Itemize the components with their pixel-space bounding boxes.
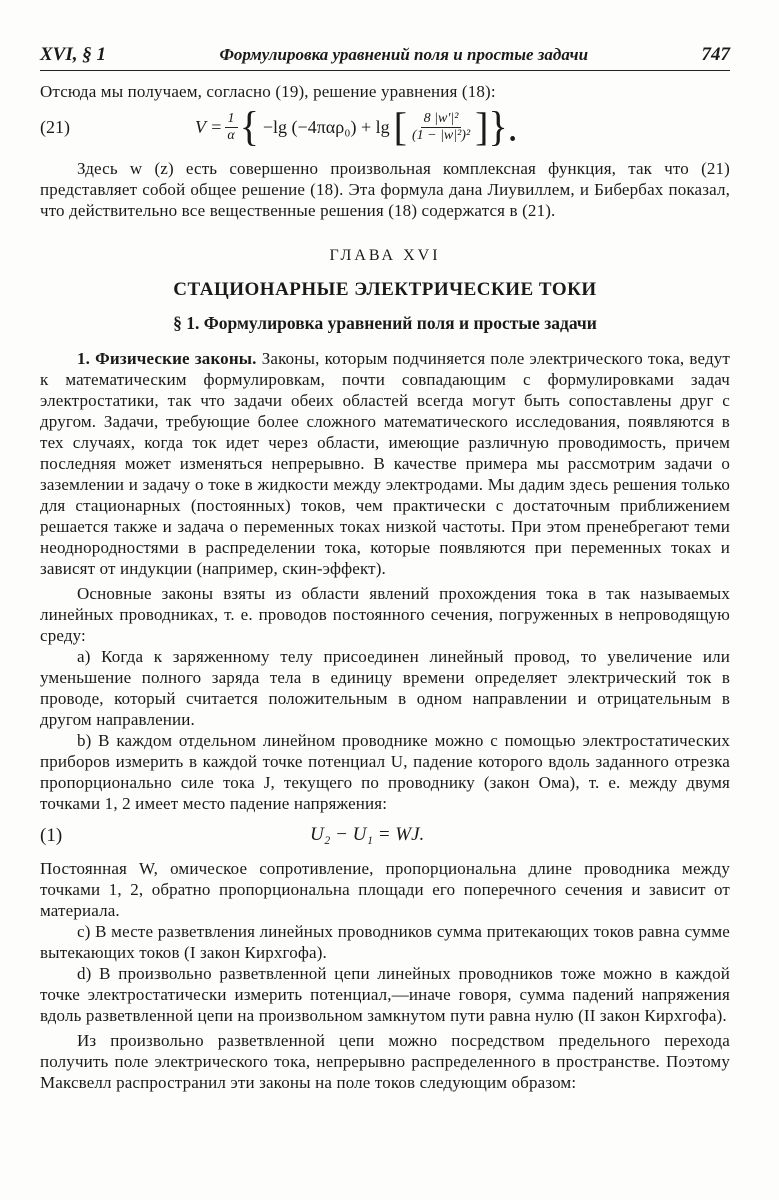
equation-1 bbox=[40, 814, 730, 858]
paragraph-2: Основные законы взяты из области явлений прохождения тока в так называемых линейных проводниках, т. е. проводов постоянного сечения, погруженных в непроводящую среду: bbox=[40, 584, 730, 645]
equation-1-number: (1) bbox=[40, 825, 63, 846]
paragraph-b: b) В каждом отдельном линейном проводнике можно с помощью электростатических приборов измерить в каждой точке потенциал U, падение которого вдоль заданного отрезка пропорционально силе тока J, текущего по проводнику (закон Ома), т. е. между двумя точками 1, 2 имеет место падение напряжения: bbox=[40, 731, 730, 813]
chapter-title: СТАЦИОНАРНЫЕ ЭЛЕКТРИЧЕСКИЕ ТОКИ bbox=[173, 279, 597, 300]
eq-bracket-open: [ bbox=[393, 104, 407, 149]
chapter-label: ГЛАВА XVI bbox=[329, 247, 441, 264]
eq-frac1-den: α bbox=[227, 127, 235, 143]
equation-number: (21) bbox=[40, 116, 70, 137]
section-title: § 1. Формулировка уравнений поля и простые задачи bbox=[173, 313, 597, 333]
equation-21 bbox=[40, 102, 730, 152]
header-section: XVI, § 1 bbox=[40, 44, 106, 65]
intro-text: Отсюда мы получаем, согласно (19), решение уравнения (18): bbox=[40, 82, 496, 101]
paragraph-3: Постоянная W, омическое сопротивление, пропорциональна длине проводника между точками 1, 2, обратно пропорциональна площади его поперечного сечения и зависит от материала. bbox=[40, 859, 730, 920]
eq-fraction-2 bbox=[409, 111, 473, 144]
header-title: Формулировка уравнений поля и простые задачи bbox=[219, 45, 589, 64]
equation-1-body: U₂ − U₁ = WJ. bbox=[310, 824, 425, 845]
page bbox=[40, 44, 730, 1093]
running-head bbox=[40, 44, 730, 71]
eq-brace-close: }. bbox=[488, 102, 518, 151]
eq-lhs: V = bbox=[195, 116, 223, 137]
eq-fraction-1 bbox=[224, 111, 237, 144]
eq-term1: −lg (−4παρ₀) + lg bbox=[262, 116, 390, 137]
paragraph-1 bbox=[40, 348, 730, 579]
eq-frac2-den: (1 − |w|²)² bbox=[411, 127, 471, 143]
paragraph-1-text: Законы, которым подчиняется поле электрического тока, ведут к математическим формулировкам, почти совпадающим с формулировками задач электростатики, так что задачи обеих областей всегда могут быть сопоставлены друг с другом. Задачи, требующие более сложного математического исследования, появляются в тех случаях, когда ток идет через области, имеющие различную проводимость, причем последняя может изменяться непрерывно. В качестве примера мы рассмотрим задачи о заземлении и задачу о токе в жидкости между электродами. Мы дадим здесь решения только для стационарных (постоянных) токов, чем практически с достаточным приближением решается также и задача о переменных токах низкой частоты. При этом пренебрегают теми неоднородностями в распределении тока, которые появляются при переменных токах и зависят от индукции (например, скин-эффект). bbox=[40, 349, 730, 578]
eq-frac2-num: 8 |w′|² bbox=[421, 111, 462, 128]
paragraph-d: d) В произвольно разветвленной цепи линейных проводников тоже можно в каждой точке электростатически измерить потенциал,—иначе говоря, сумма падений напряжения вдоль разветвленной цепи на произвольном замкнутом пути равна нулю (II закон Кирхгофа). bbox=[40, 964, 730, 1025]
intro-after: Здесь w (z) есть совершенно произвольная комплексная функция, так что (21) представляет собой общее решение (18). Эта формула дана Лиувиллем, и Бибербах показал, что действительно все вещественные решения (18) содержатся в (21). bbox=[40, 159, 730, 220]
paragraph-a: a) Когда к заряженному телу присоединен линейный провод, то увеличение или уменьшение полного заряда тела в единицу времени определяет электрический ток в проводе, который считается положительным в одном направлении и отрицательным в другом направлении. bbox=[40, 647, 730, 729]
paragraph-1-lead: 1. Физические законы. bbox=[77, 349, 257, 368]
paragraph-4: Из произвольно разветвленной цепи можно посредством предельного перехода получить поле электрического тока, непрерывно распределенного в пространстве. Поэтому Максвелл распространил эти законы на поле токов следующим образом: bbox=[40, 1031, 730, 1092]
eq-frac1-num: 1 bbox=[225, 111, 238, 128]
eq-bracket-close: ] bbox=[475, 104, 489, 149]
paragraph-c: c) В месте разветвления линейных проводников сумма притекающих токов равна сумме вытекающих токов (I закон Кирхгофа). bbox=[40, 922, 730, 962]
eq-brace-open: { bbox=[239, 102, 259, 151]
page-number: 747 bbox=[701, 44, 730, 65]
equation-body bbox=[195, 102, 518, 151]
